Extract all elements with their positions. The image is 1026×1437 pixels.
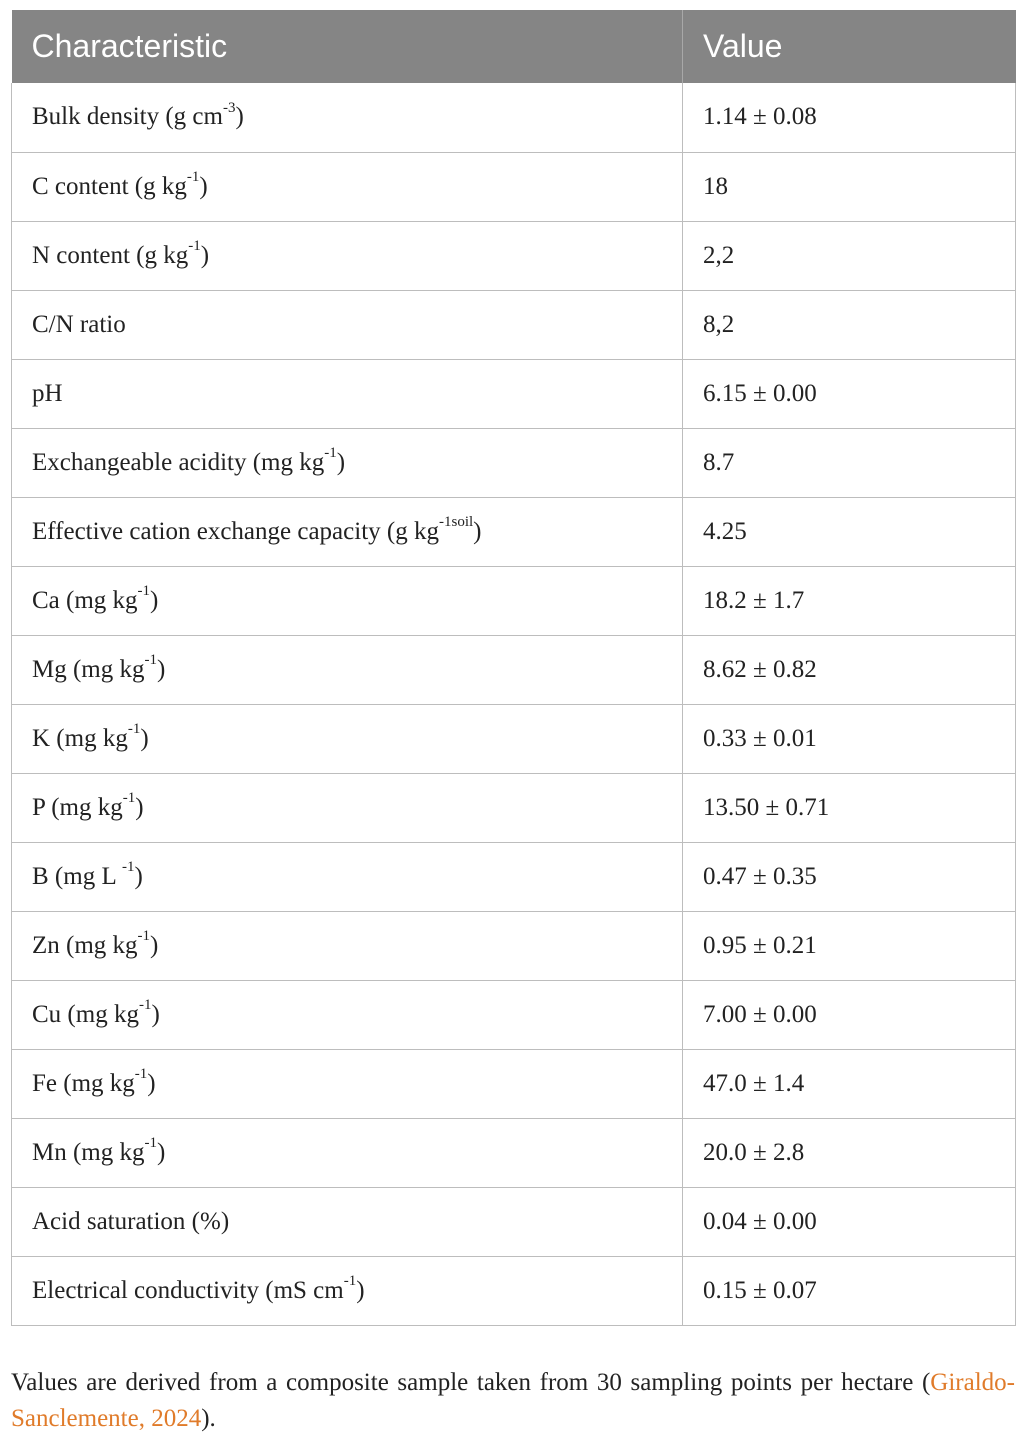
- table-row: [12, 359, 1016, 428]
- unit-exponent: -1: [324, 445, 337, 462]
- characteristic-suffix: ): [151, 1000, 160, 1028]
- characteristic-suffix: ): [157, 1138, 166, 1166]
- value-cell: 0.04 ± 0.00: [683, 1187, 1016, 1256]
- characteristic-cell: [12, 635, 683, 704]
- table-row: [12, 704, 1016, 773]
- unit-exponent: -1: [137, 583, 151, 600]
- characteristic-label: C content (g kg: [32, 172, 187, 200]
- characteristic-label: Fe (mg kg: [32, 1069, 135, 1097]
- value-cell: 4.25: [683, 497, 1016, 566]
- table-row: [12, 1049, 1016, 1118]
- characteristic-suffix: ): [135, 793, 144, 821]
- characteristic-suffix: ): [336, 448, 346, 476]
- table-row: [12, 1256, 1016, 1325]
- table-row: [12, 221, 1016, 290]
- footnote-end: ).: [201, 1405, 216, 1432]
- table-body: [12, 83, 1016, 1325]
- characteristic-label: Exchangeable acidity (mg kg: [32, 448, 325, 476]
- table-row: [12, 1187, 1016, 1256]
- table-row: [12, 566, 1016, 635]
- citation-link[interactable]: Giraldo-Sanclemente, 2024: [11, 1369, 1015, 1432]
- value-cell: 7.00 ± 0.00: [683, 980, 1016, 1049]
- characteristic-suffix: ): [140, 724, 149, 752]
- value-cell: 1.14 ± 0.08: [683, 83, 1016, 152]
- characteristic-label: Bulk density (g cm: [32, 103, 223, 131]
- table-row: [12, 1118, 1016, 1187]
- value-cell: 0.47 ± 0.35: [683, 842, 1016, 911]
- value-cell: 47.0 ± 1.4: [683, 1049, 1016, 1118]
- value-cell: 18.2 ± 1.7: [683, 566, 1016, 635]
- value-cell: 13.50 ± 0.71: [683, 773, 1016, 842]
- characteristic-label: Acid saturation (%): [32, 1207, 230, 1235]
- value-cell: 8.62 ± 0.82: [683, 635, 1016, 704]
- characteristic-cell: [12, 1256, 683, 1325]
- characteristic-suffix: ): [356, 1276, 365, 1304]
- unit-exponent: -1: [144, 652, 157, 669]
- unit-exponent: -1: [144, 1135, 157, 1152]
- characteristic-suffix: ): [199, 172, 208, 200]
- value-cell: 0.95 ± 0.21: [683, 911, 1016, 980]
- unit-exponent: -1: [186, 169, 200, 186]
- characteristic-label: P (mg kg: [32, 793, 123, 821]
- table-row: [12, 842, 1016, 911]
- table-row: [12, 83, 1016, 152]
- header-characteristic: Characteristic: [12, 10, 683, 83]
- table-row: [12, 911, 1016, 980]
- characteristic-label: C/N ratio: [32, 310, 126, 338]
- characteristic-label: K (mg kg: [32, 724, 128, 752]
- characteristic-suffix: ): [157, 655, 166, 683]
- header-row: [12, 10, 1016, 83]
- unit-exponent: -1: [134, 1066, 148, 1083]
- characteristic-cell: [12, 83, 683, 152]
- unit-exponent: -1soil: [438, 514, 474, 531]
- unit-exponent: -1: [137, 928, 151, 945]
- characteristic-cell: [12, 290, 683, 359]
- characteristic-cell: [12, 152, 683, 221]
- unit-exponent: -1: [138, 997, 152, 1014]
- characteristic-cell: [12, 842, 683, 911]
- value-cell: 18: [683, 152, 1016, 221]
- soil-characteristics-table-container: [11, 10, 1015, 1326]
- unit-exponent: -1: [343, 1273, 357, 1290]
- value-cell: 0.15 ± 0.07: [683, 1256, 1016, 1325]
- characteristic-cell: [12, 704, 683, 773]
- characteristic-label: Cu (mg kg: [32, 1000, 139, 1028]
- characteristic-cell: [12, 221, 683, 290]
- characteristic-label: Zn (mg kg: [32, 931, 138, 959]
- value-cell: 2,2: [683, 221, 1016, 290]
- characteristic-label: B (mg L: [32, 862, 123, 890]
- table-header: [12, 10, 1016, 83]
- characteristic-cell: [12, 428, 683, 497]
- characteristic-suffix: ): [473, 517, 482, 545]
- table-row: [12, 497, 1016, 566]
- characteristic-cell: [12, 497, 683, 566]
- characteristic-cell: [12, 359, 683, 428]
- characteristic-label: pH: [32, 379, 63, 407]
- value-cell: 8.7: [683, 428, 1016, 497]
- unit-exponent: -1: [122, 859, 135, 876]
- characteristic-cell: [12, 566, 683, 635]
- footnote-text: Values are derived from a composite sample taken from 30 sampling points per hectare (: [11, 1369, 931, 1396]
- table-row: [12, 290, 1016, 359]
- table-footnote: [11, 1365, 1015, 1437]
- characteristic-label: Mg (mg kg: [32, 655, 145, 683]
- characteristic-suffix: ): [200, 241, 210, 269]
- characteristic-label: Electrical conductivity (mS cm: [32, 1276, 344, 1304]
- value-cell: 8,2: [683, 290, 1016, 359]
- table-row: [12, 980, 1016, 1049]
- characteristic-label: Mn (mg kg: [32, 1138, 145, 1166]
- characteristic-cell: [12, 911, 683, 980]
- unit-exponent: -3: [222, 99, 236, 116]
- header-value: Value: [683, 10, 1016, 83]
- characteristic-suffix: ): [150, 931, 159, 959]
- characteristic-cell: [12, 1049, 683, 1118]
- characteristic-label: Ca (mg kg: [32, 586, 138, 614]
- table-row: [12, 635, 1016, 704]
- value-cell: 20.0 ± 2.8: [683, 1118, 1016, 1187]
- unit-exponent: -1: [127, 721, 141, 738]
- characteristic-cell: [12, 980, 683, 1049]
- soil-characteristics-table: [11, 10, 1016, 1326]
- characteristic-suffix: ): [147, 1069, 156, 1097]
- unit-exponent: -1: [122, 790, 136, 807]
- characteristic-label: Effective cation exchange capacity (g kg: [32, 517, 439, 545]
- characteristic-cell: [12, 1187, 683, 1256]
- unit-exponent: -1: [188, 238, 201, 255]
- characteristic-cell: [12, 1118, 683, 1187]
- characteristic-suffix: ): [235, 103, 244, 131]
- table-row: [12, 773, 1016, 842]
- table-row: [12, 428, 1016, 497]
- value-cell: 0.33 ± 0.01: [683, 704, 1016, 773]
- table-row: [12, 152, 1016, 221]
- characteristic-suffix: ): [150, 586, 159, 614]
- characteristic-suffix: ): [134, 862, 143, 890]
- characteristic-label: N content (g kg: [32, 241, 189, 269]
- characteristic-cell: [12, 773, 683, 842]
- value-cell: 6.15 ± 0.00: [683, 359, 1016, 428]
